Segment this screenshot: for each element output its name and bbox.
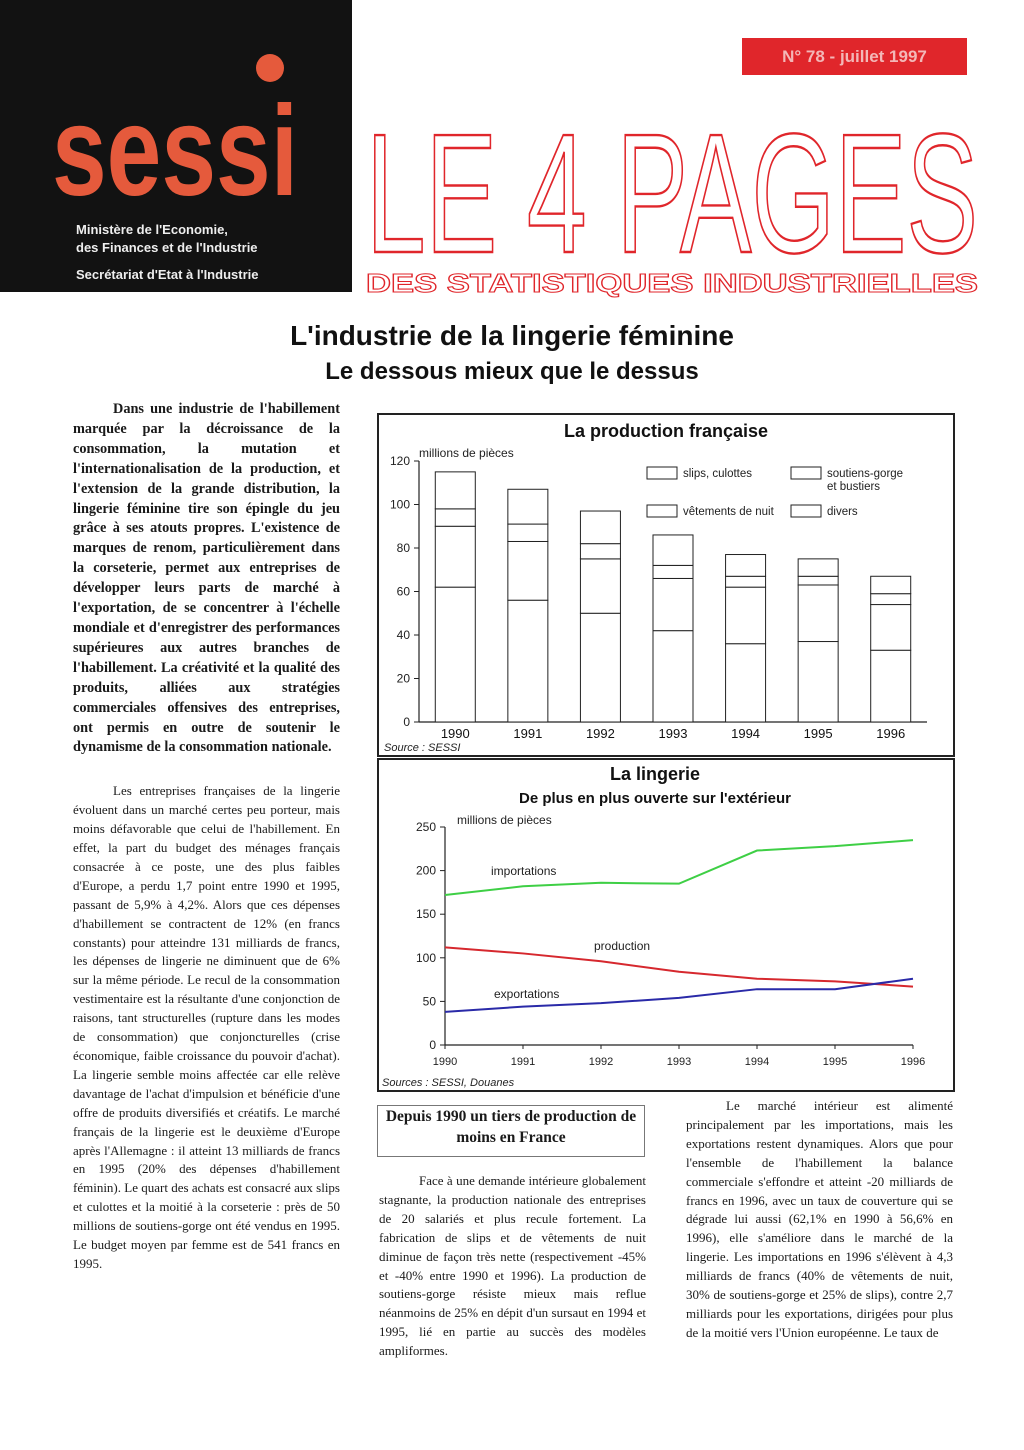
y-tick-label: 50 xyxy=(422,994,436,1009)
bar-segment xyxy=(798,559,838,576)
secretariat-line: Secrétariat d'Etat à l'Industrie xyxy=(76,267,259,282)
legend-swatch xyxy=(647,467,677,479)
bar-segment xyxy=(653,631,693,722)
x-tick-label: 1991 xyxy=(510,1056,536,1068)
middle-column xyxy=(379,1172,646,1361)
chart-subtitle: De plus en plus ouverte sur l'extérieur xyxy=(519,790,791,807)
x-tick-label: 1992 xyxy=(588,1056,614,1068)
bar-segment xyxy=(871,605,911,651)
chart-lingerie-box xyxy=(377,758,955,1092)
chart-production-box xyxy=(377,413,955,757)
bar-segment xyxy=(435,472,475,509)
chart-title: La production française xyxy=(563,421,769,441)
bar-segment xyxy=(508,524,548,541)
x-tick-label: 1994 xyxy=(731,726,761,741)
legend-label: soutiens-gorge et bustiers xyxy=(827,468,904,493)
legend-label: divers xyxy=(827,506,858,518)
y-tick-label: 80 xyxy=(396,541,410,555)
legend-swatch xyxy=(791,505,821,517)
y-tick-label: 60 xyxy=(396,584,410,599)
y-tick-label: 120 xyxy=(389,454,410,468)
legend-label: vêtements de nuit xyxy=(683,506,774,518)
bar-segment xyxy=(798,585,838,642)
left-column xyxy=(73,400,340,1274)
chart-production xyxy=(379,415,953,755)
bar-segment xyxy=(798,642,838,722)
issue-badge: N° 78 - juillet 1997 xyxy=(742,38,967,75)
bar-segment xyxy=(508,600,548,722)
y-tick-label: 100 xyxy=(415,950,436,965)
series-line xyxy=(445,947,913,986)
series-label: production xyxy=(594,939,651,953)
bar-segment xyxy=(653,565,693,578)
y-tick-label: 40 xyxy=(396,628,410,642)
bar-segment xyxy=(653,535,693,565)
x-tick-label: 1996 xyxy=(900,1056,926,1068)
body-paragraph-2: Face à une demande intérieure globalement stagnante, la production nationale des entreprises de 20 salariés et plus recule fortement. La fabrication de slips et de vêtements de nuit diminue de façon très nette (respectivement -45% et -40% entre 1990 et 1996). La production de soutiens-gorge résiste mieux mais reflue néanmoins de 25% en dépit d'un sursaut en 1994 et 1995, lié en partie au succès des modèles ampliformes. xyxy=(379,1173,646,1359)
bar-segment xyxy=(580,544,620,559)
y-tick-label: 250 xyxy=(415,820,436,834)
y-tick-label: 0 xyxy=(403,715,410,729)
bar-segment xyxy=(726,555,766,577)
y-tick-label: 100 xyxy=(389,497,410,512)
bar-segment xyxy=(871,650,911,722)
body-paragraph-3: Le marché intérieur est alimenté principalement par les importations, mais les exportations restent dynamiques. Alors que pour l'ensemble de l'habillement la balance commerciale s'effondre et atteint -20 milliards de francs en 1996, avec un taux de couverture qui se dégrade lui aussi (62,1% en 1990 à 56,6% en 1996), elle s'améliore dans le marché de la lingerie. Les importations en 1996 s'élèvent à 4,3 milliards de francs (40% de vêtements de nuit, 30% de soutiens-gorge et 25% de slips), contre 2,7 milliards pour les exportations, dirigées pour plus de la moitié vers l'Union européenne. Le taux de xyxy=(686,1098,953,1340)
x-tick-label: 1995 xyxy=(803,726,833,741)
article-title: L'industrie de la lingerie féminine xyxy=(290,320,734,351)
bar-segment xyxy=(508,489,548,524)
series-label: exportations xyxy=(494,987,560,1001)
x-tick-label: 1995 xyxy=(822,1056,848,1068)
bar-segment xyxy=(580,511,620,544)
x-tick-label: 1992 xyxy=(585,726,615,741)
bar-segment xyxy=(726,644,766,722)
bar-segment xyxy=(508,541,548,600)
bar-segment xyxy=(580,613,620,722)
ministry-line-1: Ministère de l'Economie, xyxy=(76,222,228,237)
chart-title: La lingerie xyxy=(609,764,701,784)
bar-segment xyxy=(726,576,766,587)
bar-segment xyxy=(798,576,838,585)
legend-swatch xyxy=(791,467,821,479)
section-heading: Depuis 1990 un tiers de production de moins en France xyxy=(385,1108,637,1146)
x-tick-label: 1990 xyxy=(432,1056,458,1068)
y-axis-label: millions de pièces xyxy=(419,446,514,460)
x-tick-label: 1990 xyxy=(440,726,470,741)
x-tick-label: 1993 xyxy=(666,1056,692,1068)
y-tick-label: 200 xyxy=(415,863,436,878)
bar-segment xyxy=(580,559,620,613)
publication-title-text: LE 4 PAGES xyxy=(366,99,978,289)
chart-source: Sources : SESSI, Douanes xyxy=(382,1077,515,1089)
publication-title xyxy=(362,99,982,298)
logo-text: sessi xyxy=(52,80,298,223)
chart-lingerie xyxy=(379,760,953,1090)
y-tick-label: 150 xyxy=(415,907,436,922)
series-label: importations xyxy=(491,864,557,878)
section-heading-box xyxy=(377,1105,645,1157)
bar-segment xyxy=(435,526,475,587)
y-tick-label: 20 xyxy=(396,671,410,686)
bar-segment xyxy=(435,587,475,722)
y-tick-label: 0 xyxy=(429,1038,436,1052)
bar-segment xyxy=(726,587,766,644)
bar-segment xyxy=(871,576,911,593)
chart-source: Source : SESSI xyxy=(384,742,461,754)
logo-dot xyxy=(256,54,284,82)
x-tick-label: 1993 xyxy=(658,726,688,741)
legend-label: slips, culottes xyxy=(683,468,753,480)
body-paragraph-1: Les entreprises françaises de la lingerie évoluent dans un marché certes peu porteur, mais moins défavorable que celui de l'habillement. En effet, la part du budget des ménages français consacrée à ce poste, une des plus faibles d'Europe, a perdu 1,7 point entre 1990 et 1995, passant de 5,9% à 4,2%. Alors que ces dépenses d'habillement se contractent de 12% (en francs constants) pour atteindre 131 milliards de francs, les dépenses de lingerie ne diminuent que de 6% sur la même période. Le recul de la consommation vestimentaire est la résultante d'une conjonction de raisons, tant structurelles (rupture dans les modes de consommation) que conjoncturelles (crise économique, faible croissance du pouvoir d'achat). La lingerie semble moins affectée car elle relève davantage de l'achat d'impulsion et bénéficie d'une offre de produits diversifiés et créatifs. Le marché français de la lingerie est le deuxième d'Europe après l'Allemagne : il atteint 13 milliards de francs en 1995 (20% des dépenses d'habillement féminin). Le quart des achats est consacré aux slips et culottes et la moitié à la corseterie : près de 50 millions de soutiens-gorge ont été vendus en 1995. Le budget moyen par femme est de 541 francs en 1995. xyxy=(73,783,340,1271)
x-tick-label: 1994 xyxy=(744,1056,770,1068)
article-subtitle: Le dessous mieux que le dessus xyxy=(325,358,699,385)
y-axis-label: millions de pièces xyxy=(457,813,552,827)
x-tick-label: 1991 xyxy=(513,726,543,741)
bar-segment xyxy=(871,594,911,605)
ministry-line-2: des Finances et de l'Industrie xyxy=(76,240,258,255)
right-column xyxy=(686,1097,953,1343)
bar-segment xyxy=(653,578,693,630)
publication-subtitle: DES STATISTIQUES INDUSTRIELLES xyxy=(366,268,978,298)
sessi-logo xyxy=(52,30,312,223)
lead-paragraph: Dans une industrie de l'habillement marquée par la décroissance de la consommation, la mutation et l'internationalisation de la production, et l'extension de la grande distribution, la lingerie féminine tire son épingle du jeu grâce à ses atouts propres. L'existence de marques de renom, particulièrement dans la corseterie, permet aux entreprises de développer leurs parts de marché à l'exportation, de se concentrer à l'échelle mondiale et d'enregistrer des performances supérieures aux autres branches de l'habillement. La créativité et la qualité des produits, alliées aux stratégies commerciales offensives des entreprises, ont permis en outre de soutenir le dynamisme de la consommation nationale. xyxy=(73,401,340,756)
bar-segment xyxy=(435,509,475,526)
legend-swatch xyxy=(647,505,677,517)
x-tick-label: 1996 xyxy=(876,726,906,741)
